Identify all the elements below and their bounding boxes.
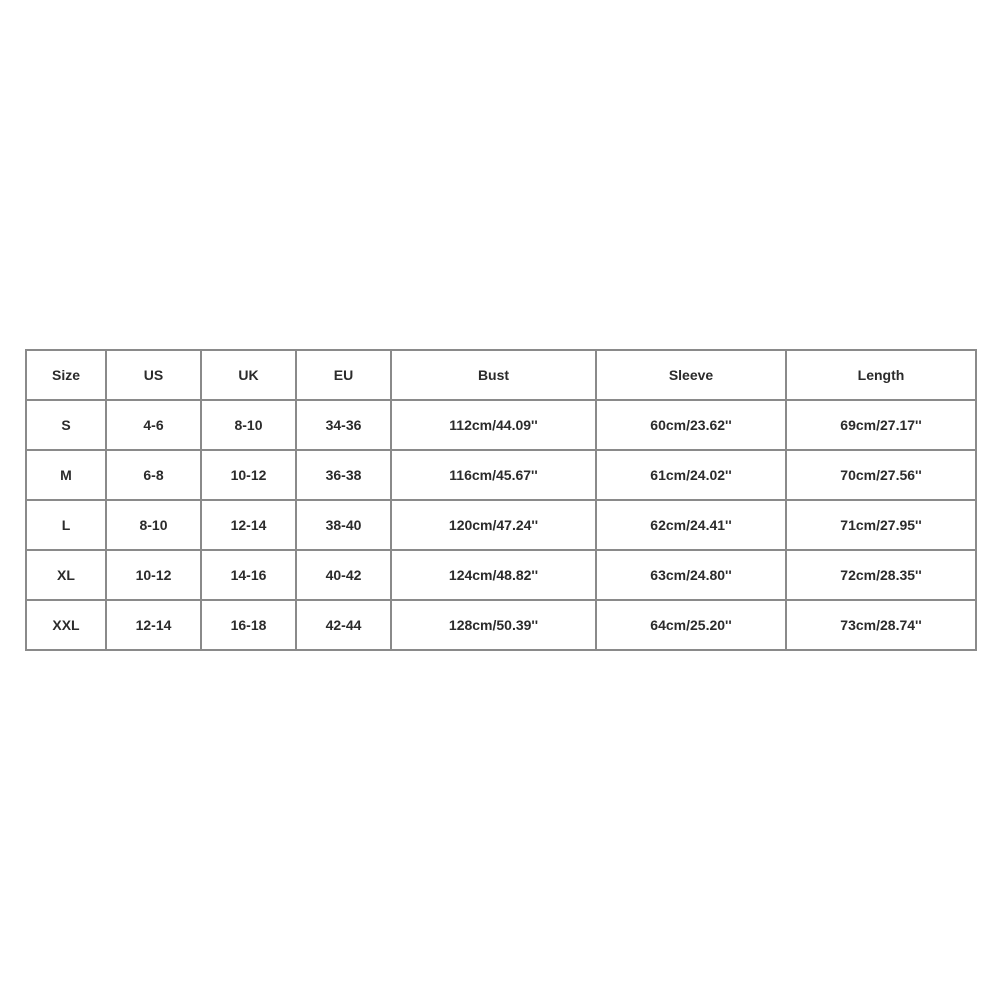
- cell-length: 71cm/27.95'': [786, 500, 976, 550]
- cell-us: 6-8: [106, 450, 201, 500]
- cell-bust: 112cm/44.09'': [391, 400, 596, 450]
- header-uk: UK: [201, 350, 296, 400]
- cell-us: 8-10: [106, 500, 201, 550]
- cell-uk: 12-14: [201, 500, 296, 550]
- cell-eu: 42-44: [296, 600, 391, 650]
- table-row: [26, 550, 976, 600]
- cell-uk: 16-18: [201, 600, 296, 650]
- cell-length: 69cm/27.17'': [786, 400, 976, 450]
- header-size: Size: [26, 350, 106, 400]
- cell-size: XL: [26, 550, 106, 600]
- header-bust: Bust: [391, 350, 596, 400]
- cell-length: 70cm/27.56'': [786, 450, 976, 500]
- cell-bust: 116cm/45.67'': [391, 450, 596, 500]
- cell-length: 73cm/28.74'': [786, 600, 976, 650]
- cell-sleeve: 61cm/24.02'': [596, 450, 786, 500]
- cell-size: XXL: [26, 600, 106, 650]
- cell-eu: 38-40: [296, 500, 391, 550]
- cell-sleeve: 60cm/23.62'': [596, 400, 786, 450]
- cell-sleeve: 62cm/24.41'': [596, 500, 786, 550]
- cell-sleeve: 64cm/25.20'': [596, 600, 786, 650]
- cell-us: 12-14: [106, 600, 201, 650]
- cell-eu: 34-36: [296, 400, 391, 450]
- cell-length: 72cm/28.35'': [786, 550, 976, 600]
- cell-us: 10-12: [106, 550, 201, 600]
- header-sleeve: Sleeve: [596, 350, 786, 400]
- table-row: [26, 400, 976, 450]
- cell-eu: 40-42: [296, 550, 391, 600]
- table-row: [26, 500, 976, 550]
- cell-size: L: [26, 500, 106, 550]
- cell-uk: 10-12: [201, 450, 296, 500]
- header-row: [26, 350, 976, 400]
- cell-uk: 8-10: [201, 400, 296, 450]
- cell-bust: 124cm/48.82'': [391, 550, 596, 600]
- table-row: [26, 600, 976, 650]
- header-us: US: [106, 350, 201, 400]
- cell-bust: 120cm/47.24'': [391, 500, 596, 550]
- cell-size: M: [26, 450, 106, 500]
- cell-sleeve: 63cm/24.80'': [596, 550, 786, 600]
- cell-eu: 36-38: [296, 450, 391, 500]
- table-row: [26, 450, 976, 500]
- cell-bust: 128cm/50.39'': [391, 600, 596, 650]
- header-length: Length: [786, 350, 976, 400]
- header-eu: EU: [296, 350, 391, 400]
- cell-us: 4-6: [106, 400, 201, 450]
- cell-size: S: [26, 400, 106, 450]
- cell-uk: 14-16: [201, 550, 296, 600]
- size-chart-table: [25, 349, 977, 651]
